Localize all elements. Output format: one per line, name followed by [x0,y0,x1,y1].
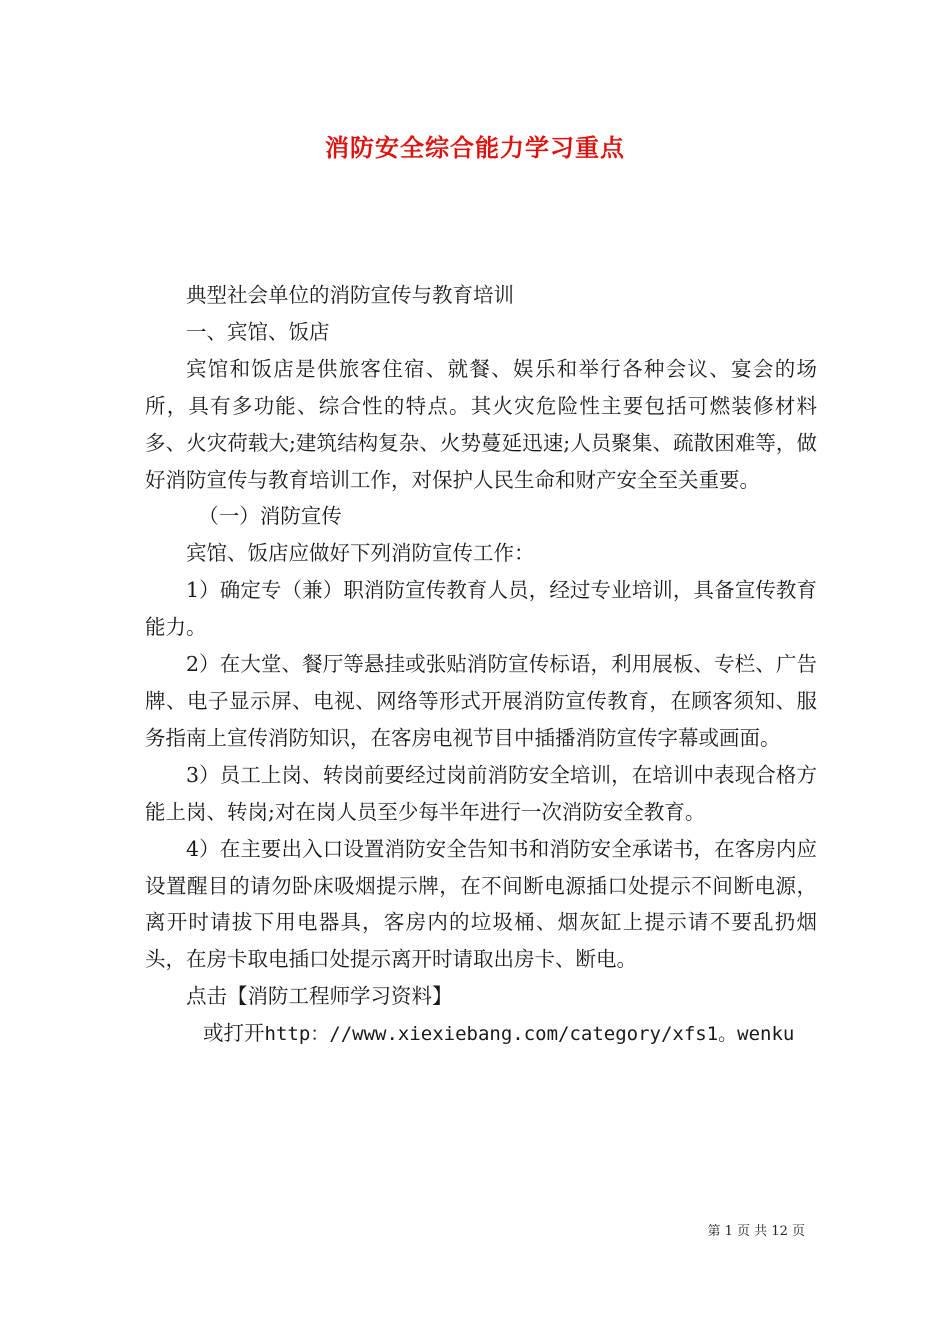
list-item: 2）在大堂、餐厅等悬挂或张贴消防宣传标语，利用展板、专栏、广告牌、电子显示屏、电视、网络等形式开展消防宣传教育，在顾客须知、服务指南上宣传消防知识，在客房电视节目中插播消防宣传字幕或画面。 [145,652,817,750]
list-item: 4）在主要出入口设置消防安全告知书和消防安全承诺书，在客房内应设置醒目的请勿卧床吸烟提示牌，在不间断电源插口处提示不间断电源，离开时请拔下用电器具，客房内的垃圾桶、烟灰缸上提示请不要乱扔烟头，在房卡取电插口处提示离开时请取出房卡、断电。 [145,836,817,972]
document-title: 消防安全综合能力学习重点 [325,133,625,162]
url-link[interactable]: http：//www.xiexiebang.com/category/xfs1。wenku [264,1023,795,1046]
document-body [145,277,817,1053]
url-line [145,1015,817,1053]
body-paragraph: 宾馆、饭店应做好下列消防宣传工作： [186,541,535,566]
list-item: 1）确定专（兼）职消防宣传教育人员，经过专业培训，具备宣传教育能力。 [145,578,817,640]
page-number: 第 1 页 共 12 页 [707,1224,805,1239]
study-materials-link[interactable]: 点击【消防工程师学习资料】 [186,984,453,1009]
list-item: 3）员工上岗、转岗前要经过岗前消防安全培训，在培训中表现合格方能上岗、转岗;对在岗人员至少每半年进行一次消防安全教育。 [145,762,817,824]
section-heading: 典型社会单位的消防宣传与教育培训 [186,283,514,307]
subsection-heading: （一）消防宣传 [198,504,342,529]
body-paragraph: 宾馆和饭店是供旅客住宿、就餐、娱乐和举行各种会议、宴会的场所，具有多功能、综合性的特点。其火灾危险性主要包括可燃装修材料多、火灾荷载大;建筑结构复杂、火势蔓延迅速;人员聚集、疏散困难等，做好消防宣传与教育培训工作，对保护人民生命和财产安全至关重要。 [145,356,817,492]
subsection-heading: 一、宾馆、饭店 [186,319,330,344]
url-prefix: 或打开 [203,1021,265,1046]
